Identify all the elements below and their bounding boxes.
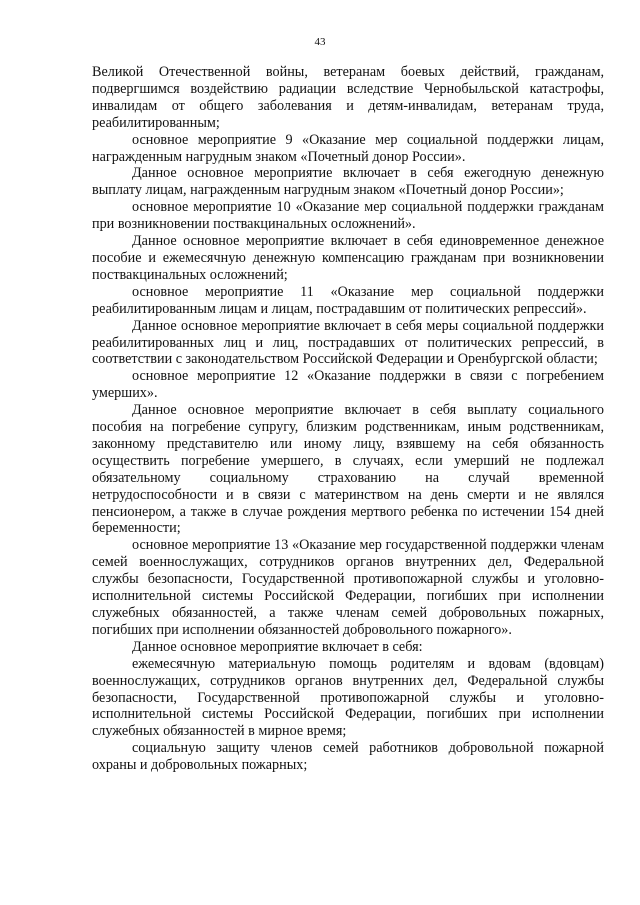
paragraph: социальную защиту членов семей работников добровольной пожарной охраны и добровольных пожарных; [92, 740, 604, 774]
paragraph: основное мероприятие 11 «Оказание мер социальной поддержки реабилитированным лицам и лицам, пострадавшим от политических репрессий». [92, 283, 604, 317]
paragraph: ежемесячную материальную помощь родителям и вдовам (вдовцам) военнослужащих, сотрудников органов внутренних дел, Федеральной службы безопасности, Государственной противопожарной службы и уголовно-исполнительной системы Российской Федерации, погибших при исполнении служебных обязанностей в мирное время; [92, 655, 604, 740]
page-number: 43 [314, 36, 326, 48]
paragraph: основное мероприятие 9 «Оказание мер социальной поддержки лицам, награжденным нагрудным знаком «Почетный донор России». [92, 131, 604, 165]
paragraph: Великой Отечественной войны, ветеранам боевых действий, гражданам, подвергшимся воздействию радиации вследствие Чернобыльской катастрофы, инвалидам от общего заболевания и детям-инвалидам, ветеранам труда, реабилитированным; [92, 64, 604, 131]
document-body [92, 64, 604, 774]
paragraph: Данное основное мероприятие включает в себя выплату социального пособия на погребение супругу, близким родственникам, иным родственникам, законному представителю или иному лицу, взявшему на себя обязанность осуществить погребение умершего, в случаях, если умерший не подлежал обязательному социальному страхованию на случай временной нетрудоспособности и в связи с материнством на день смерти и не являлся пенсионером, а также в случае рождения мертвого ребенка по истечении 154 дней беременности; [92, 402, 604, 537]
paragraph: основное мероприятие 13 «Оказание мер государственной поддержки членам семей военнослужащих, сотрудников органов внутренних дел, Федеральной службы безопасности, Государственной противопожарной службы и уголовно-исполнительной системы Российской Федерации, погибших при исполнении служебных обязанностей, а также членам семей добровольных пожарных, погибших при исполнении обязанностей добровольного пожарного». [92, 537, 604, 638]
paragraph: основное мероприятие 10 «Оказание мер социальной поддержки гражданам при возникновении поствакцинальных осложнений». [92, 199, 604, 233]
paragraph: основное мероприятие 12 «Оказание поддержки в связи с погребением умерших». [92, 368, 604, 402]
paragraph: Данное основное мероприятие включает в себя: [132, 638, 423, 655]
paragraph: Данное основное мероприятие включает в себя единовременное денежное пособие и ежемесячную денежную компенсацию гражданам при возникновении поствакцинальных осложнений; [92, 233, 604, 283]
paragraph: Данное основное мероприятие включает в себя ежегодную денежную выплату лицам, награжденным нагрудным знаком «Почетный донор России»; [92, 165, 604, 199]
paragraph: Данное основное мероприятие включает в себя меры социальной поддержки реабилитированных лиц и лиц, пострадавших от политических репрессий, в соответствии с законодательством Российской Федерации и Оренбургской области; [92, 317, 604, 368]
